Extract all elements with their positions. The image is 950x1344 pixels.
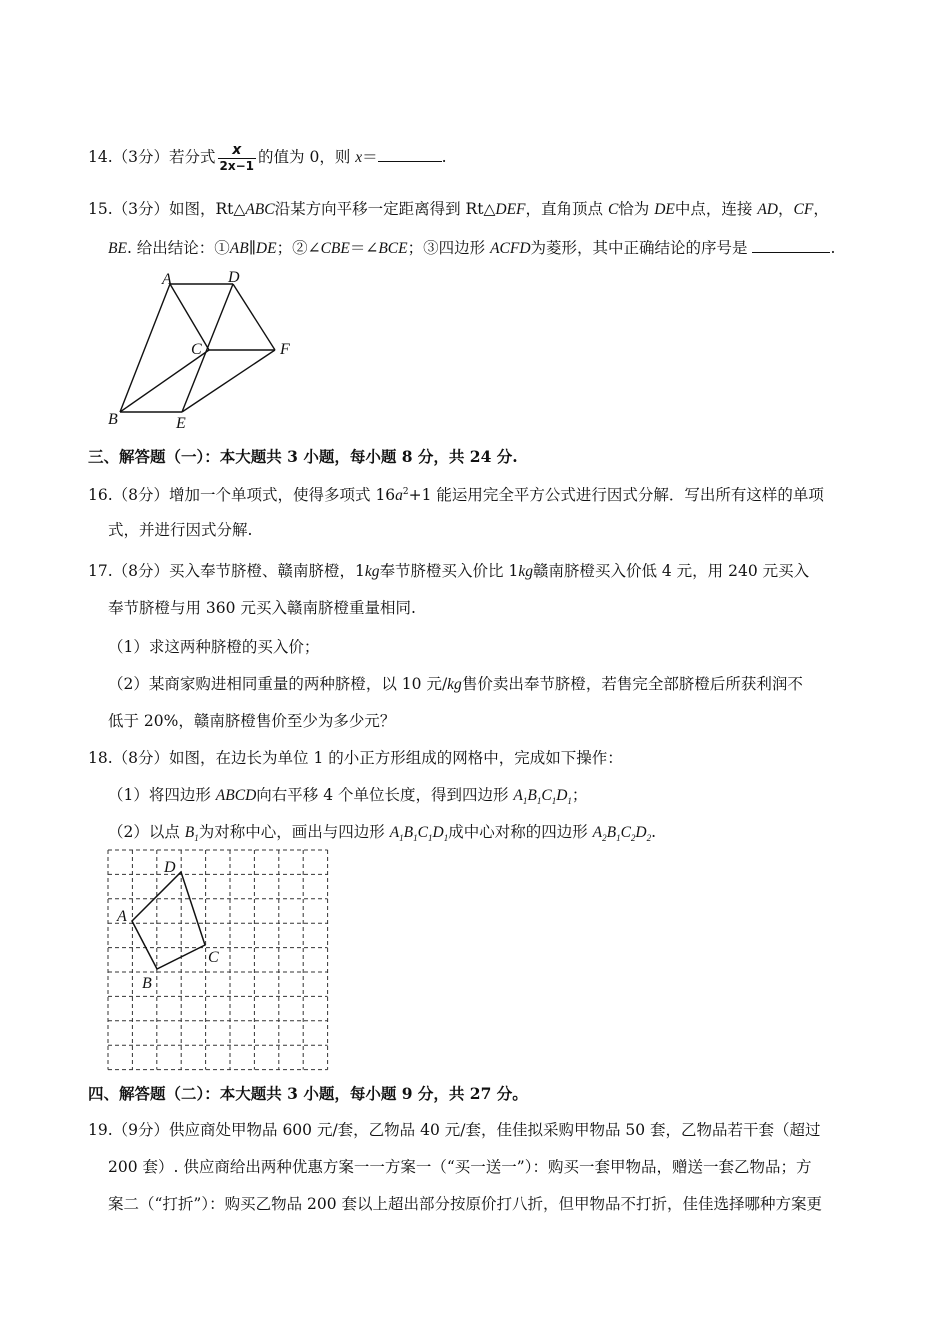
q15-line1: 15.（3分）如图，Rt△ABC沿某方向平移一定距离得到 Rt△DEF，直角顶点 C恰为 DE中点，连接 AD，CF， [88, 200, 829, 218]
q17-line2: 奉节脐橙与用 360 元买入赣南脐橙重量相同. [108, 599, 416, 617]
q16-line1: 16.（8分）增加一个单项式，使得多项式 $16a^2+1$ 能运用完全平方公式进行因式分解．写出所有这样的单项 [88, 486, 824, 505]
label-B: B [142, 975, 152, 992]
q18-grid-figure [100, 845, 340, 1075]
q19-line1: 19.（9分）供应商处甲物品 600 元/套，乙物品 40 元/套，佳佳拟采购甲物品 50 套，乙物品若干套（超过 [88, 1121, 821, 1139]
q18-line1: 18.（8分）如图，在边长为单位 1 的小正方形组成的网格中，完成如下操作： [88, 749, 623, 767]
q17-line1: 17.（8分）买入奉节脐橙、赣南脐橙，1kg奉节脐橙买入价比 1kg赣南脐橙买入价低 4 元，用 240 元买入 [88, 562, 810, 580]
label-B: B [108, 411, 118, 428]
q18-line2: （1）将四边形 ABCD向右平移 4 个单位长度，得到四边形 $A_1B_1C_1D_1$； [108, 786, 588, 807]
q19-line3: 案二（“打折”）：购买乙物品 200 套以上超出部分按原价打八折，但甲物品不打折，佳佳选择哪种方案更 [108, 1195, 823, 1213]
label-A: A [117, 908, 127, 925]
q19-line2: 200 套）. 供应商给出两种优惠方案一一方案一（“买一送一”）：购买一套甲物品，赠送一套乙物品；方 [108, 1158, 812, 1176]
answer-blank[interactable] [752, 236, 830, 253]
q16-line2: 式，并进行因式分解. [108, 521, 253, 539]
label-F: F [280, 341, 290, 358]
label-C: C [208, 949, 219, 966]
label-D: D [164, 859, 176, 876]
quadrilateral-abcd [132, 872, 205, 969]
q17-line4: （2）某商家购进相同重量的两种脐橙，以 10 元/kg售价卖出奉节脐橙，若售完全部脐橙后所获利润不 [108, 675, 803, 693]
label-D: D [228, 269, 240, 286]
q14: 14.（3分）若分式 $\frac{x}{2x-1}$ 的值为 0，则 x＝ . [88, 142, 447, 173]
section-heading-3: 三、解答题（一）：本大题共 3 小题，每小题 8 分，共 24 分. [88, 447, 518, 466]
fraction: $\frac{x}{2x-1}$ [219, 142, 255, 173]
section-heading-4: 四、解答题（二）：本大题共 3 小题，每小题 9 分，共 27 分。 [88, 1084, 528, 1103]
q18-line3: （2）以点 $B_1$为对称中心，画出与四边形 $A_1B_1C_1D_1$成中心对称的四边形 $A_2B_1C_2D_2$. [108, 823, 657, 844]
q15-figure [100, 268, 310, 438]
label-C: C [191, 341, 202, 358]
label-E: E [176, 415, 186, 432]
q17-line5: 低于 20%，赣南脐橙售价至少为多少元？ [108, 712, 396, 730]
q17-line3: （1）求这两种脐橙的买入价； [108, 638, 320, 656]
q15-line2: BE. 给出结论：①AB∥DE；②∠CBE＝∠BCE；③四边形 ACFD为菱形，其中正确结论的序号是 . [108, 236, 835, 260]
label-A: A [162, 271, 172, 288]
answer-blank[interactable] [378, 145, 442, 162]
